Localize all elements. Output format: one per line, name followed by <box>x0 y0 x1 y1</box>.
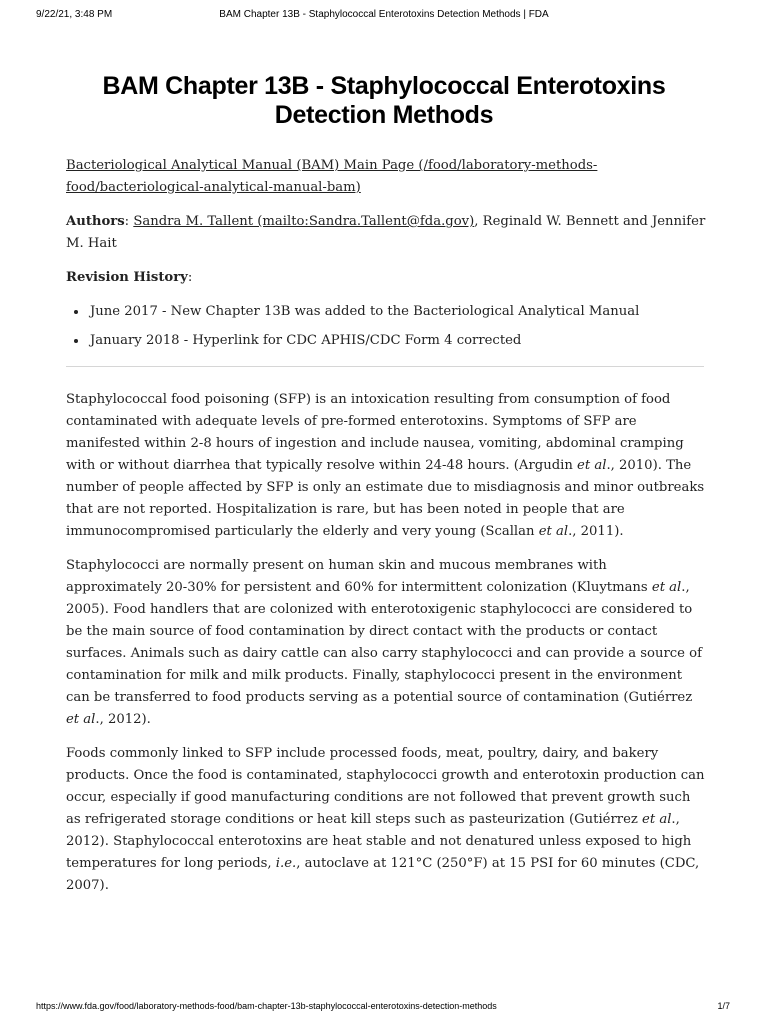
p2-etal-2: et al <box>66 712 96 727</box>
paragraph-staphylococci-sources <box>66 555 706 731</box>
print-page-title: BAM Chapter 13B - Staphylococcal Enterotoxins Detection Methods | FDA <box>219 9 549 20</box>
p2-text-c: ., 2012). <box>95 712 151 727</box>
revision-list <box>66 301 706 352</box>
main-page-paragraph <box>66 155 706 199</box>
author-email-link[interactable]: Sandra M. Tallent (mailto:Sandra.Tallent@fda.gov) <box>133 214 475 229</box>
bam-main-page-link[interactable]: Bacteriological Analytical Manual (BAM) Main Page (/food/laboratory-methods-food/bacteriological-analytical-manual-bam) <box>66 158 598 195</box>
revision-colon: : <box>187 270 193 285</box>
paragraph-sfp-intro <box>66 389 706 543</box>
print-datetime: 9/22/21, 3:48 PM <box>36 9 113 20</box>
p1-text-a: Staphylococcal food poisoning (SFP) is an intoxication resulting from consumption of food contaminated with adequate levels of pre-formed enterotoxins. Symptoms of SFP are manifested within 2-8 hours of ingestion and include nausea, vomiting, abdominal cramping with or without diarrhea that typically resolve within 24-48 hours. (Argudin <box>66 392 684 473</box>
authors-rest: , Reginald W. Bennett and Jennifer M. Hait <box>66 214 706 251</box>
p3-text-a: Foods commonly linked to SFP include processed foods, meat, poultry, dairy, and bakery products. Once the food is contaminated, staphylococci growth and enterotoxin production can occur, especially if good manufacturing conditions are not followed that prevent growth such as refrigerated storage conditions or heat kill steps such as pasteurization (Gutiérrez <box>66 746 705 827</box>
p2-text-a: Staphylococci are normally present on human skin and mucous membranes with approximately 20-30% for persistent and 60% for intermittent colonization (Kluytmans <box>66 558 652 595</box>
authors-colon: : <box>124 214 134 229</box>
revision-item: • June 2017 - New Chapter 13B was added to the Bacteriological Analytical Manual <box>88 301 706 323</box>
authors-line <box>66 211 706 255</box>
p3-ie: i.e. <box>275 856 297 871</box>
authors-label: Authors <box>66 214 125 229</box>
page-title: BAM Chapter 13B - Staphylococcal Enterotoxins Detection Methods <box>102 72 666 129</box>
section-divider <box>66 366 704 367</box>
revision-history-heading <box>66 267 706 289</box>
p2-text-b: ., 2005). Food handlers that are colonized with enterotoxigenic staphylococci are considered to be the main source of food contamination by direct contact with the products or contact surfaces. Animals such as dairy cattle can also carry staphylococci and can provide a source of contamination for milk and milk products. Finally, staphylococci present in the environment can be transferred to food products serving as a potential source of contamination (Gutiérrez <box>66 580 702 705</box>
page-number: 1/7 <box>717 1001 730 1011</box>
revision-history-label: Revision History <box>66 270 188 285</box>
print-url: https://www.fda.gov/food/laboratory-methods-food/bam-chapter-13b-staphylococcal-enterotoxins-detection-methods <box>36 1001 497 1011</box>
p3-etal-1: et al <box>642 812 672 827</box>
revision-item: • January 2018 - Hyperlink for CDC APHIS/CDC Form 4 corrected <box>88 330 706 352</box>
p3-text-b: ., 2012). Staphylococcal enterotoxins are heat stable and not denatured unless exposed to high temperatures for long periods, <box>66 812 692 871</box>
p3-text-c: , autoclave at 121°C (250°F) at 15 PSI for 60 minutes (CDC, 2007). <box>66 856 700 893</box>
print-header <box>0 9 768 25</box>
p2-etal-1: et al <box>651 580 682 595</box>
p1-text-b: ., 2010). The number of people affected by SFP is only an estimate due to misdiagnosis and minor outbreaks that are not reported. Hospitalization is rare, but has been noted in people that are immunocompromised particularly the elderly and very young (Scallan <box>66 458 705 539</box>
p1-etal-2: et al <box>538 524 569 539</box>
paragraph-foods-linked <box>66 743 706 897</box>
p1-text-c: ., 2011). <box>568 524 624 539</box>
print-footer <box>0 1001 768 1015</box>
p1-etal-1: et al <box>577 458 607 473</box>
article-content <box>66 155 706 909</box>
